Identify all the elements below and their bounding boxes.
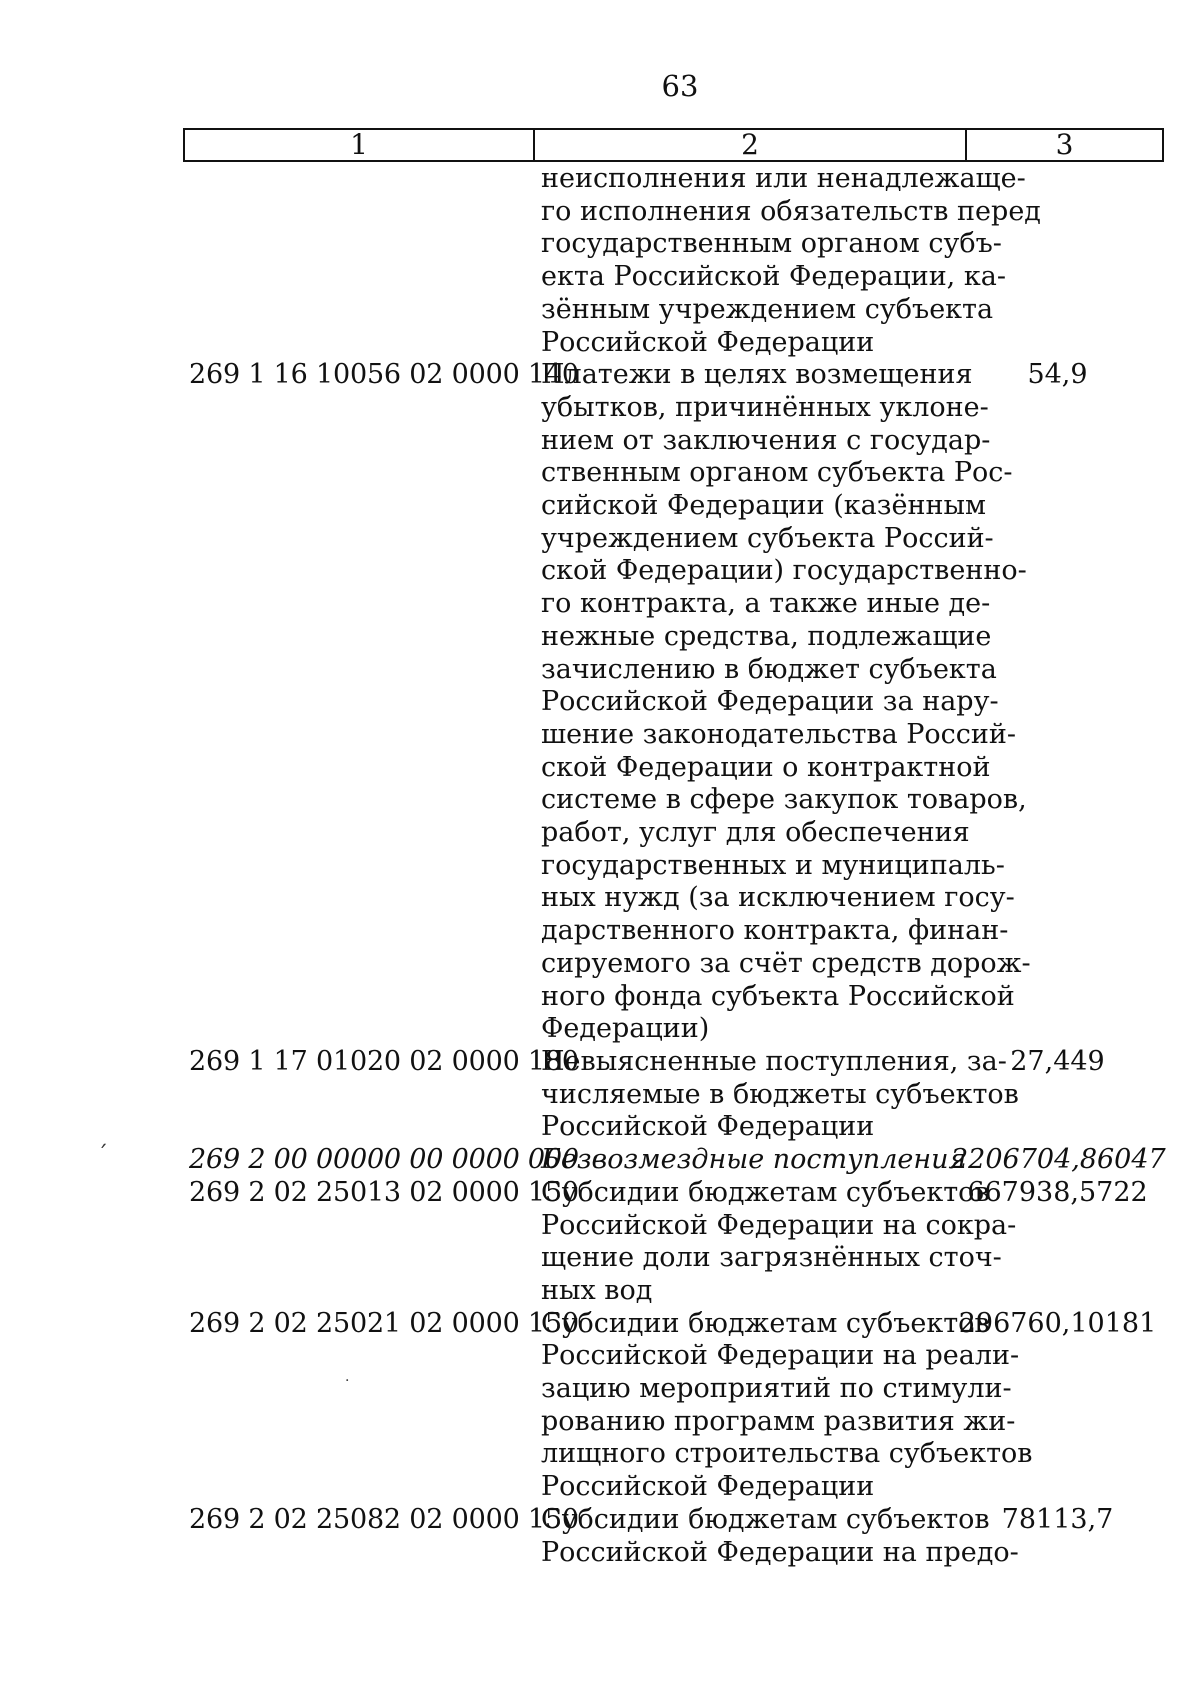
revenue-name-line: ской Федерации) государственно-	[541, 555, 1027, 587]
revenue-name-line: дарственного контракта, финан-	[541, 915, 1009, 947]
revenue-name-line: лищного строительства субъектов	[541, 1438, 1033, 1470]
budget-code: 269 2 02 25021 02 0000 150	[189, 1307, 579, 1339]
revenue-name-line: рованию программ развития жи-	[541, 1405, 1016, 1437]
revenue-name-line: го контракта, а также иные де-	[541, 588, 991, 620]
table-row	[183, 1177, 1164, 1308]
revenue-name-line: Платежи в целях возмещения	[541, 359, 973, 391]
revenue-name-line: Субсидии бюджетам субъектов	[541, 1307, 990, 1339]
table-header	[183, 128, 1164, 162]
header-col-3: 3	[1055, 128, 1074, 161]
header-col-2: 2	[535, 130, 967, 160]
amount: 667938,5722	[967, 1176, 1148, 1208]
amount: 54,9	[1027, 359, 1088, 391]
table-row	[183, 1308, 1164, 1504]
revenue-name-line: системе в сфере закупок товаров,	[541, 784, 1027, 816]
revenue-name-line: щение доли загрязнённых сточ-	[541, 1242, 1002, 1274]
budget-code: 269 1 17 01020 02 0000 180	[189, 1045, 579, 1077]
table-body	[183, 163, 1164, 1569]
revenue-name-line: Российской Федерации на сокра-	[541, 1209, 1017, 1241]
table-row	[183, 359, 1164, 1046]
revenue-name-line: Российской Федерации на предо-	[541, 1536, 1019, 1568]
revenue-name-line: работ, услуг для обеспечения	[541, 817, 970, 849]
amount: 78113,7	[1001, 1503, 1114, 1535]
revenue-name-line: неисполнения или ненадлежаще-	[541, 163, 1026, 194]
revenue-name-line: ственным органом субъекта Рос-	[541, 457, 1013, 489]
revenue-name	[535, 1144, 967, 1177]
budget-code: 269 2 02 25013 02 0000 150	[189, 1176, 579, 1208]
revenue-name-line: Федерации)	[541, 1013, 710, 1045]
revenue-name-line: ской Федерации о контрактной	[541, 751, 991, 783]
amount: 2206704,86047	[951, 1144, 1166, 1176]
revenue-name	[535, 163, 1041, 359]
revenue-name	[535, 359, 1031, 1046]
revenue-name-line: зачислению в бюджет субъекта	[541, 653, 997, 685]
revenue-name	[535, 1176, 1017, 1308]
revenue-name-line: зацию мероприятий по стимули-	[541, 1373, 1012, 1405]
revenue-name-line: екта Российской Федерации, ка-	[541, 261, 1006, 293]
revenue-name-line: сийской Федерации (казённым	[541, 490, 986, 522]
table-row	[183, 1144, 1164, 1177]
revenue-name-line: государственным органом субъ-	[541, 228, 1002, 260]
revenue-name	[535, 1045, 1019, 1144]
revenue-name-line: числяемые в бюджеты субъектов	[541, 1078, 1019, 1110]
scan-dot-mark: ·	[345, 1373, 350, 1389]
revenue-name-line: Российской Федерации за нару-	[541, 686, 999, 718]
revenue-name-line: го исполнения обязательств перед	[541, 195, 1041, 227]
revenue-name-line: ного фонда субъекта Российской	[541, 980, 1015, 1012]
revenue-name-line: сируемого за счёт средств дорож-	[541, 947, 1031, 979]
scan-tick-mark: ˊ	[97, 1143, 108, 1168]
page-number: 63	[661, 69, 699, 103]
table-row	[183, 163, 1164, 359]
revenue-name-line: Российской Федерации	[541, 1471, 875, 1503]
revenue-name-line: зённым учреждением субъекта	[541, 293, 994, 325]
revenue-name-line: Российской Федерации	[541, 1111, 875, 1143]
revenue-name	[535, 1503, 1019, 1569]
header-col-1: 1	[185, 130, 535, 160]
revenue-name-line: убытков, причинённых уклоне-	[541, 391, 989, 423]
revenue-name-line: Субсидии бюджетам субъектов	[541, 1176, 990, 1208]
amount: 296760,10181	[958, 1307, 1157, 1339]
amount: 27,449	[1010, 1045, 1105, 1077]
revenue-name-line: нием от заключения с государ-	[541, 424, 991, 456]
budget-code: 269 2 02 25082 02 0000 150	[189, 1503, 579, 1535]
revenue-name-line: государственных и муниципаль-	[541, 849, 1005, 881]
revenue-name-line: учреждением субъекта Россий-	[541, 522, 994, 554]
budget-code: 269 1 16 10056 02 0000 140	[189, 359, 579, 391]
revenue-name	[535, 1307, 1033, 1504]
revenue-name-line: ных вод	[541, 1274, 653, 1306]
revenue-name-line: нежные средства, подлежащие	[541, 620, 992, 652]
table-row	[183, 1504, 1164, 1569]
revenue-name-line: шение законодательства Россий-	[541, 718, 1017, 750]
revenue-name-line: ных нужд (за исключением госу-	[541, 882, 1015, 914]
revenue-name-line: Российской Федерации на реали-	[541, 1340, 1020, 1372]
revenue-name-line: Субсидии бюджетам субъектов	[541, 1503, 990, 1535]
budget-code: 269 2 00 00000 00 0000 000	[189, 1144, 579, 1176]
revenue-name-line: Безвозмездные поступления	[541, 1144, 967, 1176]
revenue-name-line: Невыясненные поступления, за-	[541, 1045, 1007, 1077]
revenue-name-line: Российской Федерации	[541, 326, 875, 358]
table-row	[183, 1046, 1164, 1144]
